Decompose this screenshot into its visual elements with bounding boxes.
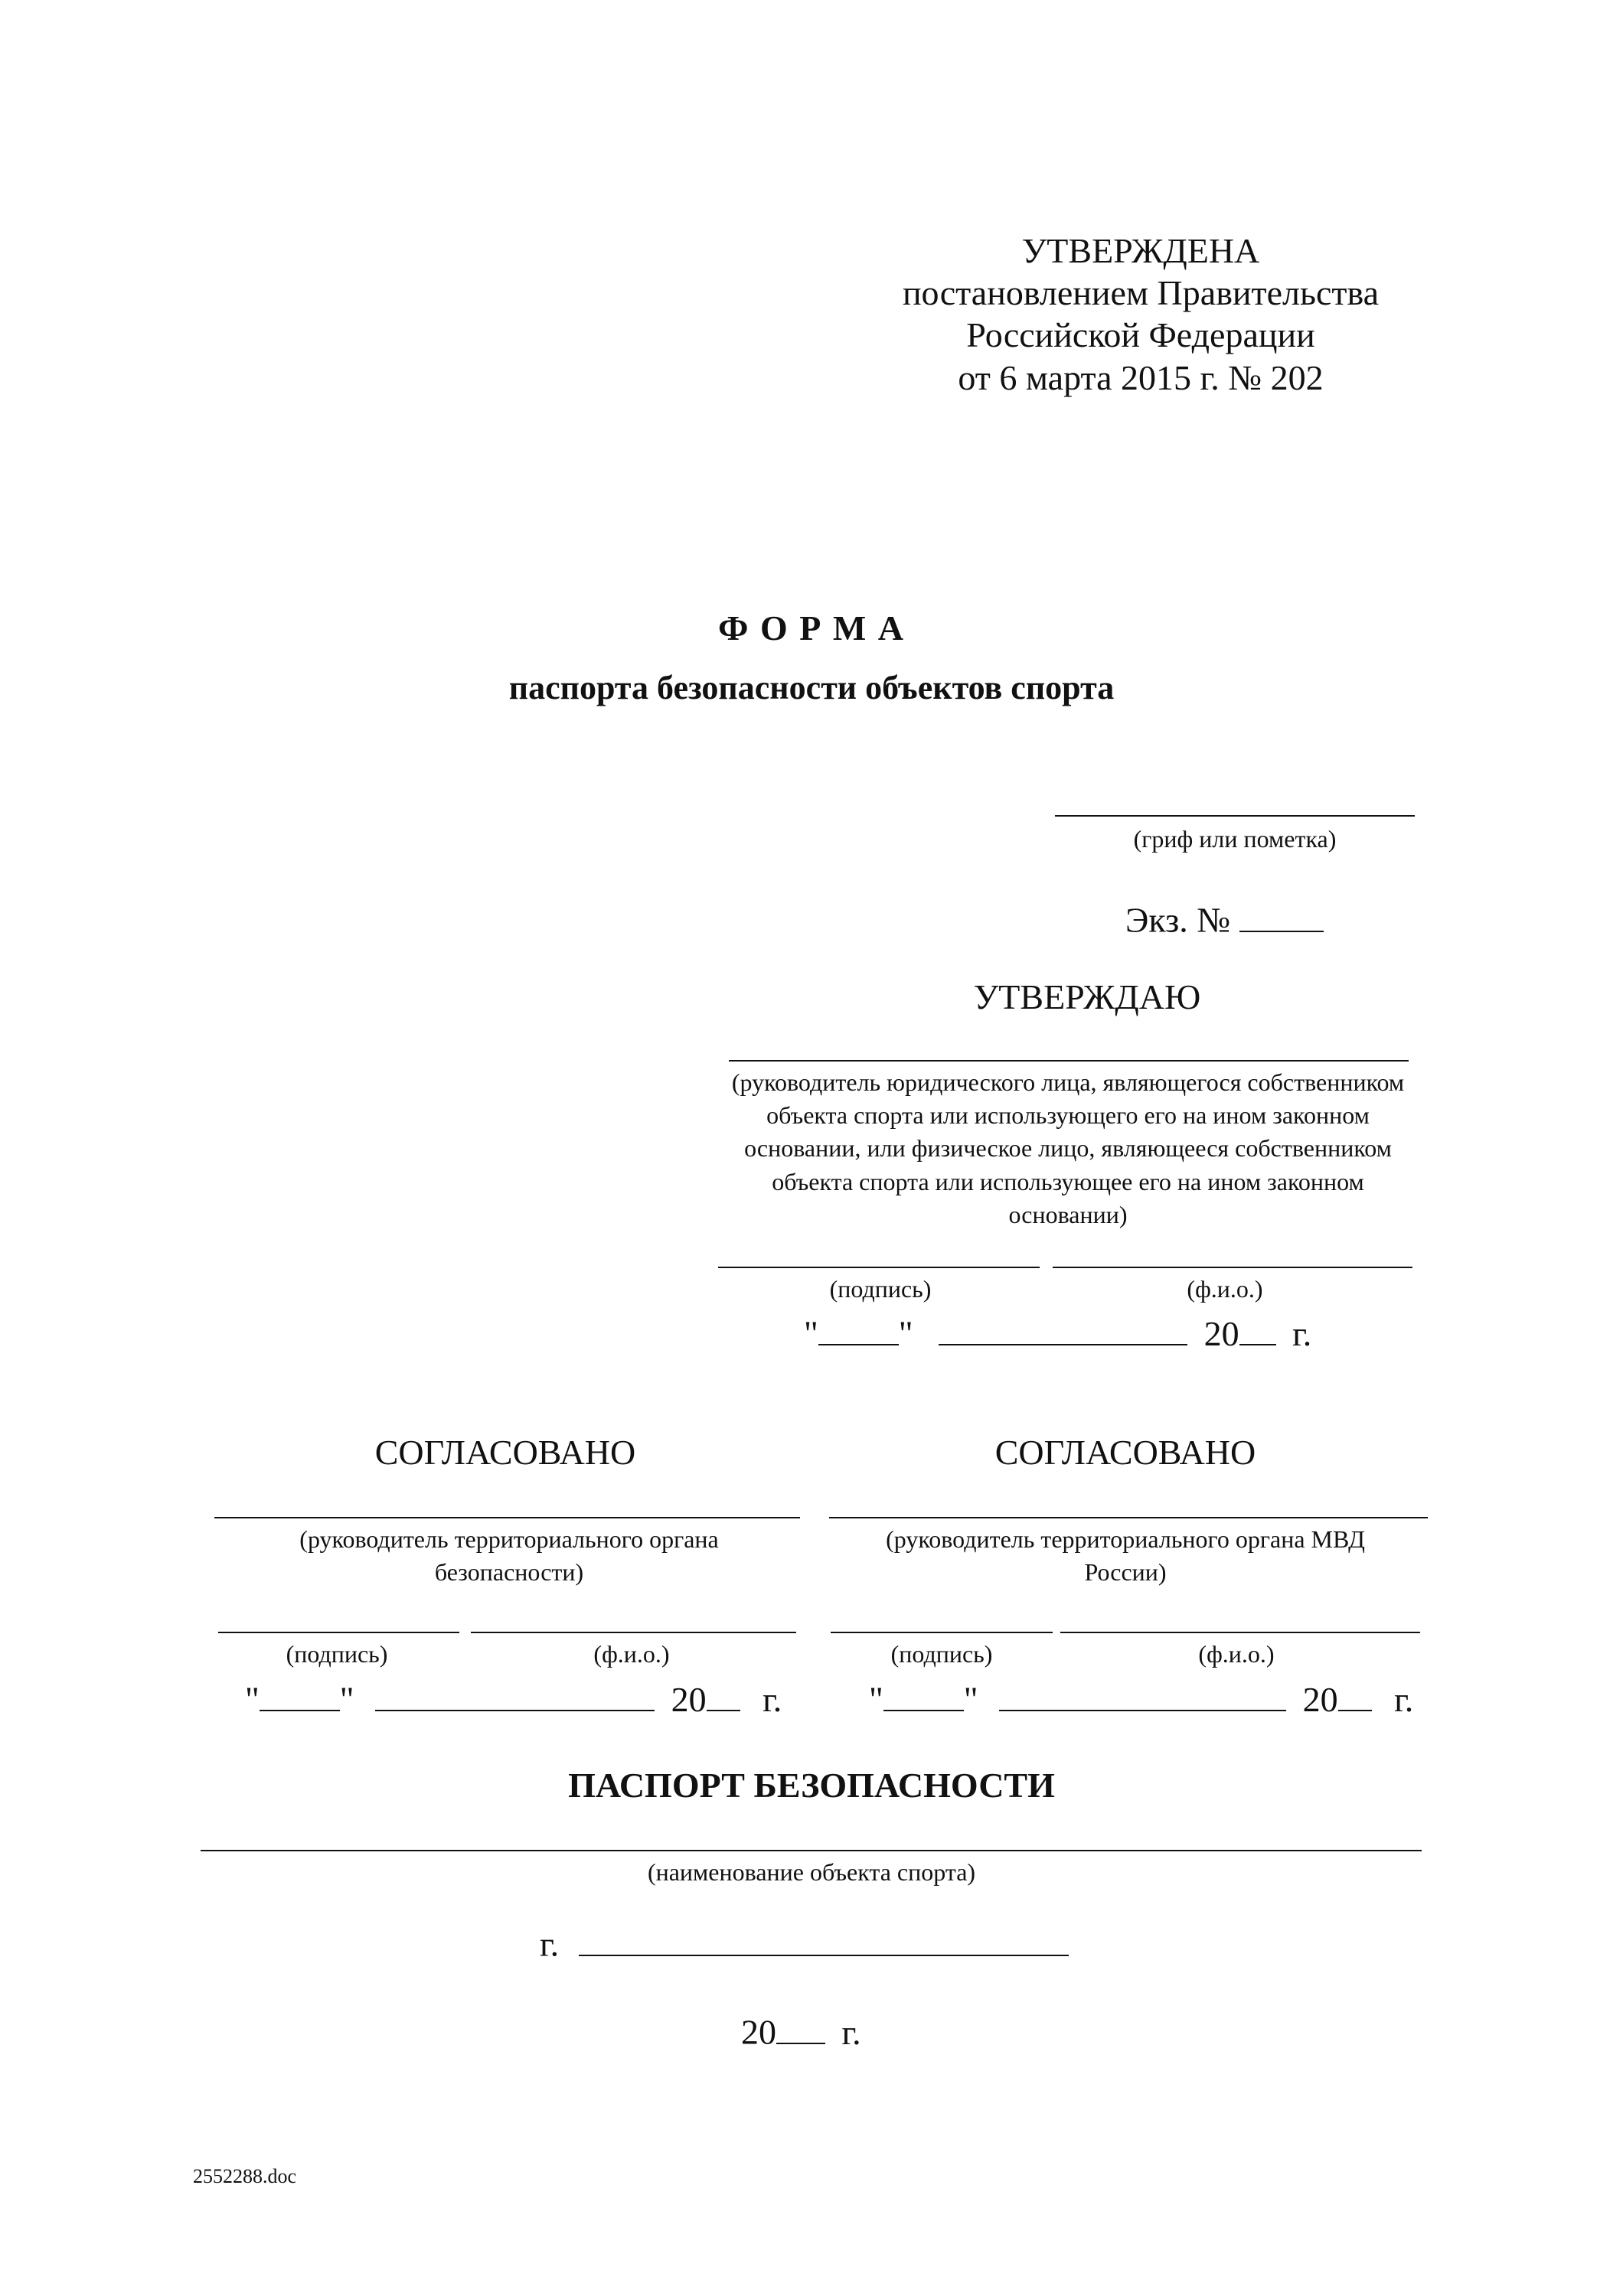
passport-year-blank <box>776 2009 825 2044</box>
passport-object-line <box>201 1850 1422 1851</box>
agreed-left-year-blank <box>707 1676 740 1711</box>
footer-filename: 2552288.doc <box>193 2165 297 2187</box>
agreed-left-year-suffix: г. <box>763 1679 782 1719</box>
form-subtitle: паспорта безопасности объектов спорта <box>508 669 1115 706</box>
agreed-right-quote-close: " <box>963 1679 978 1719</box>
agreed-left-month-blank <box>375 1676 655 1711</box>
agreed-left-signature-line <box>218 1632 459 1633</box>
passport-city-blank <box>579 1921 1069 1956</box>
approve-date-quote-close: " <box>898 1313 913 1353</box>
agreed-right-date <box>869 1676 1413 1720</box>
agreed-right-month-blank <box>999 1676 1286 1711</box>
agreed-left-date <box>245 1676 782 1720</box>
approve-date-year-suffix: г. <box>1292 1313 1312 1353</box>
classification-line <box>1055 815 1415 817</box>
approve-date-year-blank <box>1239 1310 1276 1345</box>
approve-caption: (руководитель юридического лица, являющегося собственником объекта спорта или использующего его на ином законном основании, или физическое лицо, являющееся собственником объекта спорта или использующее его на ином законном основании) <box>731 1068 1405 1228</box>
approval-stamp-date-number: от 6 марта 2015 г. № 202 <box>958 357 1324 397</box>
passport-year-suffix: г. <box>841 2012 861 2052</box>
agreed-right-day-blank <box>883 1676 964 1711</box>
approve-manager-line <box>729 1060 1409 1062</box>
agreed-left-manager-line <box>214 1517 800 1518</box>
approve-date-month-blank <box>939 1310 1187 1345</box>
approve-date-year-prefix: 20 <box>1203 1313 1239 1353</box>
agreed-right-quote-open: " <box>869 1679 883 1719</box>
agreed-right-signature-line <box>831 1632 1053 1633</box>
approval-stamp <box>842 230 1439 399</box>
agreed-left-quote-close: " <box>339 1679 354 1719</box>
agreed-right-caption: (руководитель территориального органа МВД России) <box>886 1525 1365 1587</box>
approval-stamp-decree: постановлением Правительства <box>902 273 1380 313</box>
approval-stamp-title: УТВЕРЖДЕНА <box>1021 231 1260 270</box>
classification-caption: (гриф или пометка) <box>1133 825 1337 853</box>
agreed-right-manager-line <box>829 1517 1428 1518</box>
passport-title: ПАСПОРТ БЕЗОПАСНОСТИ <box>568 1766 1055 1805</box>
copy-number-label <box>1125 897 1324 941</box>
passport-city <box>540 1921 1069 1965</box>
passport-city-prefix: г. <box>540 1924 560 1964</box>
approve-name-caption: (ф.и.о.) <box>1187 1275 1263 1303</box>
approve-name-line <box>1053 1267 1412 1268</box>
form-title: Ф О Р М А <box>717 608 906 647</box>
approval-stamp-country: Российской Федерации <box>966 315 1315 355</box>
agreed-left-quote-open: " <box>245 1679 260 1719</box>
agreed-right-name-caption: (ф.и.о.) <box>1198 1640 1275 1668</box>
agreed-left-signature-caption: (подпись) <box>286 1640 388 1668</box>
passport-object-caption: (наименование объекта спорта) <box>647 1858 976 1886</box>
approve-date <box>804 1310 1311 1355</box>
copy-number-text: Экз. № <box>1125 900 1231 940</box>
approve-heading: УТВЕРЖДАЮ <box>973 977 1201 1016</box>
copy-number-blank <box>1239 897 1324 932</box>
agreed-left-heading: СОГЛАСОВАНО <box>374 1433 636 1472</box>
agreed-left-caption: (руководитель территориального органа безопасности) <box>299 1525 719 1587</box>
agreed-left-name-line <box>471 1632 796 1633</box>
agreed-right-signature-caption: (подпись) <box>890 1640 993 1668</box>
agreed-left-year-prefix: 20 <box>671 1679 707 1719</box>
passport-year-prefix: 20 <box>741 2012 776 2052</box>
approve-signature-line <box>718 1267 1040 1268</box>
approve-date-quote-open: " <box>804 1313 818 1353</box>
agreed-left-day-blank <box>260 1676 340 1711</box>
approve-signature-caption: (подпись) <box>829 1275 932 1303</box>
agreed-left-name-caption: (ф.и.о.) <box>593 1640 670 1668</box>
agreed-right-year-blank <box>1338 1676 1372 1711</box>
agreed-right-year-prefix: 20 <box>1302 1679 1338 1719</box>
passport-year <box>741 2009 861 2053</box>
agreed-right-heading: СОГЛАСОВАНО <box>994 1433 1256 1472</box>
agreed-right-name-line <box>1060 1632 1420 1633</box>
agreed-right-year-suffix: г. <box>1394 1679 1414 1719</box>
approve-date-day-blank <box>818 1310 899 1345</box>
